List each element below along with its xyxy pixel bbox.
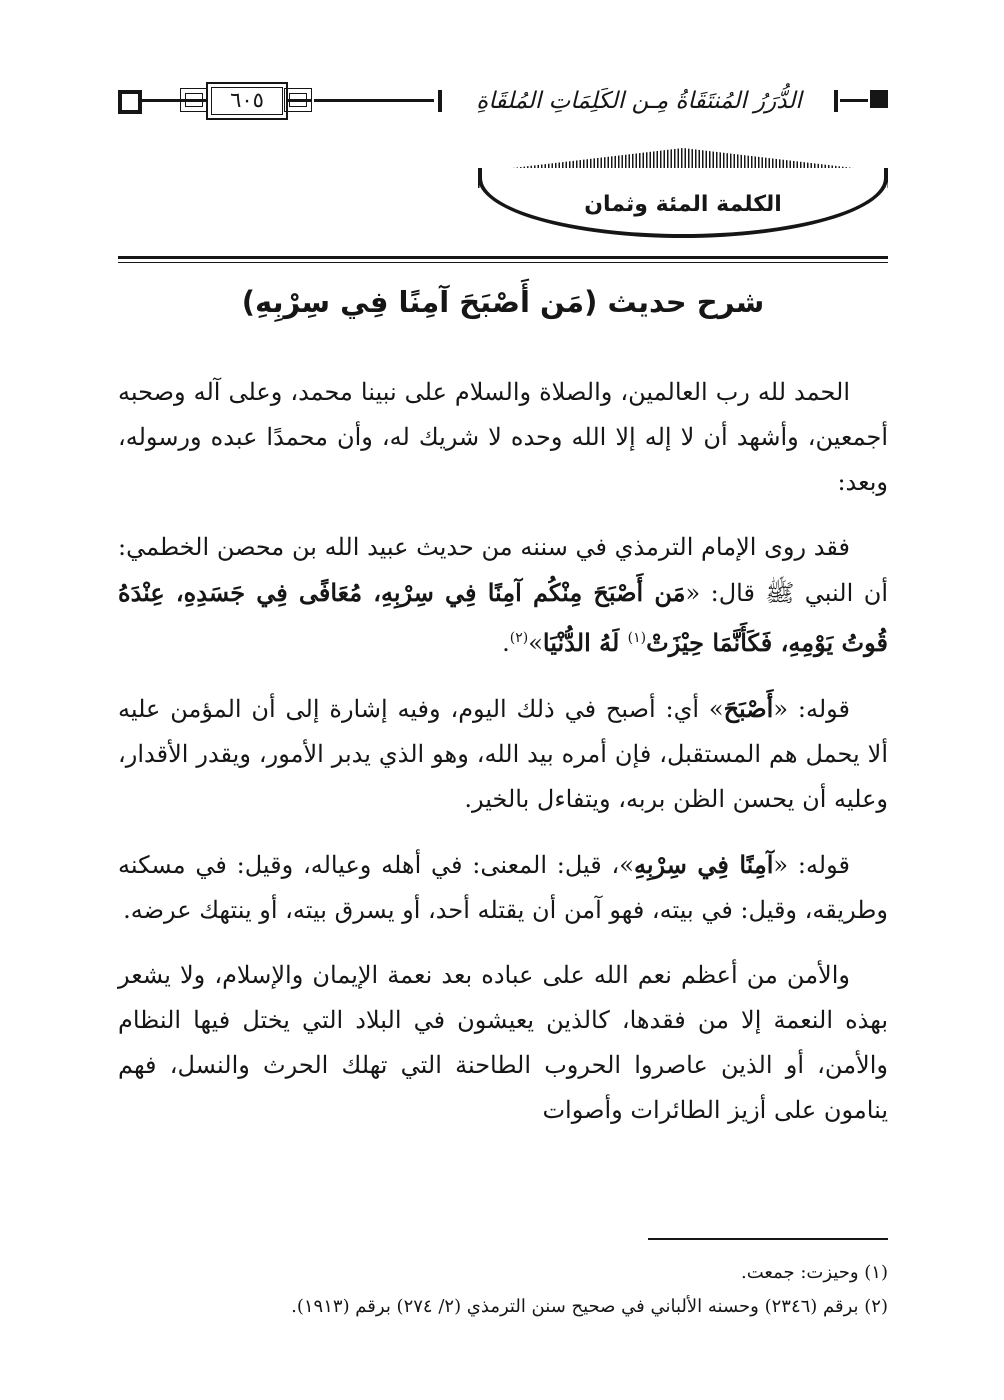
text: قوله: « [773, 851, 850, 879]
paragraph [118, 842, 888, 933]
quoted-word: أَصْبَحَ [723, 694, 774, 723]
hadith-text: مَن أَصْبَحَ مِنْكُم آمِنًا فِي سِرْبِهِ، مُعَافًى فِي جَسَدِهِ، عِنْدَهُ قُوتُ يَوْمِهِ، فَكَأَنَّمَا حِيْزَتْ [118, 578, 888, 657]
header-square-ornament-left [118, 90, 142, 114]
header-bar-left [438, 90, 442, 112]
text: فقد روى الإمام الترمذي في سننه من حديث عبيد الله بن محصن الخطمي: أن النبي ﷺ قال: « [118, 533, 888, 607]
text: »، قيل: المعنى: في أهله وعياله، وقيل: في مسكنه وطريقه، وقيل: في بيته، فهو آمن أن يقتله أحد، أو يسرق بيته، أو ينتهك عرضه. [118, 851, 888, 924]
hadith-text-end: لَهُ الدُّنْيَا [542, 628, 628, 657]
title-rule-thick [118, 256, 888, 259]
footnote: (١) وحيزت: جمعت. [741, 1262, 888, 1283]
text: » [528, 629, 543, 657]
page-number: ٦٠٥ [206, 82, 288, 120]
header-bar-right [834, 90, 838, 112]
header-square-ornament-right [870, 90, 888, 108]
text: . [502, 629, 510, 657]
paragraph: الحمد لله رب العالمين، والصلاة والسلام على نبينا محمد، وعلى آله وصحبه أجمعين، وأشهد أن لا إله إلا الله وحده لا شريك له، وأن محمدًا عبده ورسوله، وبعد: [118, 378, 888, 496]
chapter-banner [478, 148, 888, 244]
footnote-ref: (١) [627, 630, 647, 646]
title-rule-thin [118, 262, 888, 263]
chapter-title: الكلمة المئة وثمان [584, 192, 782, 217]
header-ornament-right [284, 88, 312, 112]
book-title: الدُّرَرُ المُنتَقَاةُ مِـن الكَلِمَاتِ المُلقَاةِ [476, 88, 802, 114]
text: » أي: أصبح في ذلك اليوم، وفيه إشارة إلى أن المؤمن عليه ألا يحمل هم المستقبل، فإن أمره بيد الله، وهو الذي يدبر الأمور، ويقدر الأقدار، وعليه أن يحسن الظن بربه، ويتفاءل بالخير. [118, 695, 888, 813]
section-heading: شرح حديث (مَن أَصْبَحَ آمِنًا فِي سِرْبِهِ) [241, 285, 765, 319]
paragraph [118, 686, 888, 822]
footnote-rule [648, 1238, 888, 1240]
header-rule-middle [314, 99, 434, 102]
footnote: (٢) برقم (٢٣٤٦) وحسنه الألباني في صحيح سنن الترمذي (٢/ ٢٧٤) برقم (١٩١٣). [291, 1296, 888, 1317]
paragraph: والأمن من أعظم نعم الله على عباده بعد نعمة الإيمان والإسلام، ولا يشعر بهذه النعمة إلا من فقدها، كالذين يعيشون في البلاد التي يختل فيها النظام والأمن، أو الذين عاصروا الحروب الطاحنة التي تهلك الحرث والنسل، فهم ينامون على أزيز الطائرات وأصوات [118, 961, 889, 1124]
footnotes [118, 1256, 888, 1324]
quoted-word: آمِنًا فِي سِرْبِهِ [633, 850, 774, 879]
header-ornament-left [180, 88, 208, 112]
paragraph-hadith [118, 525, 888, 666]
footnote-ref: (٢) [509, 630, 529, 646]
page-header [118, 82, 888, 122]
body-text [118, 370, 888, 1153]
header-rule-right [840, 99, 868, 102]
text: قوله: « [773, 695, 850, 723]
